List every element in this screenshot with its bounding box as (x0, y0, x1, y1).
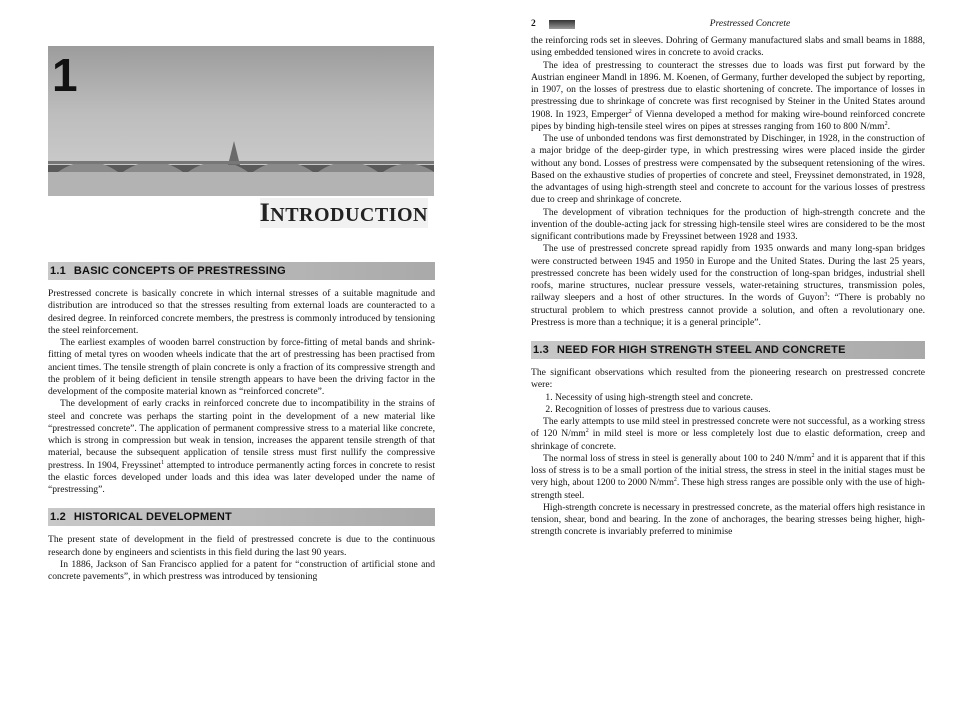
paragraph: The earliest examples of wooden barrel construction by force-fitting of metal bands and shrink-fitting of metal tyres on wooden wheels indicate that the art of prestressing has been practised from ancient times. The tensile strength of plain concrete is only a fraction of its compressive strength and the problem of it being deficient in tensile strength appears to have been the driving factor in the development of the composite material known as “reinforced concrete”. (48, 337, 435, 397)
list-item: 2. Recognition of losses of prestress due to various causes. (555, 404, 925, 416)
bridge-illustration (48, 141, 434, 196)
chapter-number: 1 (52, 49, 78, 101)
paragraph: The significant observations which resulted from the pioneering research on prestressed concrete were: (531, 367, 925, 391)
section-title: NEED FOR HIGH STRENGTH STEEL AND CONCRETE (556, 344, 846, 356)
paragraph: In 1886, Jackson of San Francisco applied for a patent for “construction of artificial stone and concrete pavements”, in which prestress was introduced by tensioning (48, 558, 435, 582)
running-title: Prestressed Concrete (709, 19, 791, 29)
paragraph: The normal loss of stress in steel is generally about 100 to 240 $N/mm^2$ and it is apparent that if this loss of stress is to be a small portion of the initial stress, the stress in steel in the initial stages must be very high, about 1200 to 2000 $N/mm^2$. These high stress ranges are possible only with the use of high-strength steel. (531, 452, 926, 501)
running-header (531, 16, 925, 32)
paragraph: The development of early cracks in reinforced concrete due to incompatibility in the strains of steel and concrete was perhaps the starting point in the development of a new material like “prestressed concrete”. The application of permanent compressive stress to a material like concrete, which is strong in compression but weak in tension, increases the apparent tensile strength of that material, because the subsequent application of tensile stress must first nullify the compressive prestress. In 1904, Freyssinet$^1$ attempted to introduce permanently acting forces in concrete to resist the elastic forces developed under loads and this idea was later developed under the name of “prestressing”. (48, 398, 435, 495)
section-heading-1-3 (531, 341, 925, 359)
paragraph: The use of prestressed concrete spread rapidly from 1935 onwards and many long-span bridges were constructed between 1945 and 1950 in Europe and the United States. During the last 25 years, prestressed concrete has been widely used for the construction of long-span bridges, industrial shell roofs, marine structures, nuclear pressure vessels, water-retaining structures, transmission poles, railway sleepers and a host of other structures. In the words of Guyon$^3$: “There is probably no structural problem to which prestress cannot provide a solution, and often a revolutionary one. Prestress is more than a technique; it is a general principle”. (531, 243, 925, 328)
section-heading-1-1 (48, 262, 435, 280)
paragraph: The early attempts to use mild steel in prestressed concrete were not successful, as a working stress of 120 $N/mm^2$ in mild steel is more or less completely lost due to elastic deformation, creep and shrinkage of concrete. (531, 416, 926, 452)
paragraph: the reinforcing rods set in sleeves. Dohring of Germany manufactured slabs and small beams in 1888, using embedded tensioned wires in concrete to avoid cracks. (531, 35, 925, 59)
paragraph: Prestressed concrete is basically concrete in which internal stresses of a suitable magnitude and distribution are introduced so that the stresses resulting from external loads are counteracted to a desired degree. In reinforced concrete members, the prestress is commonly introduced by tensioning the steel reinforcement. (48, 288, 435, 336)
section-number: 1.1 (50, 265, 66, 277)
right-page (483, 0, 965, 709)
paragraph: The present state of development in the field of prestressed concrete is due to the continuous research done by engineers and scientists in this field during the last 90 years. (48, 534, 435, 558)
chapter-title: INTRODUCTION (259, 198, 428, 227)
paragraph: The development of vibration techniques for the production of high-strength concrete and the invention of the double-acting jack for stressing high-tensile steel wires are considered to be the most significant contributions made by Freyssinet between 1928 and 1933. (531, 206, 925, 242)
section-number: 1.2 (50, 511, 66, 524)
section-title: BASIC CONCEPTS OF PRESTRESSING (73, 265, 286, 277)
section-heading-1-2 (48, 508, 435, 526)
paragraph: The idea of prestressing to counteract the stresses due to loads was first put forward by the Austrian engineer Mandl in 1896. M. Koenen, of Germany, further developed the subject by reporting, in 1907, on the losses of prestress due to elastic shortening of concrete. The importance of losses in prestressing due to shrinkage of concrete was first recognised by Steiner in the United States around 1908. In 1923, Emperger$^2$ of Vienna developed a method for making wire-bound reinforced concrete pipes by binding high-tensile steel wires on pipes at stresses ranging from 160 to 800 $N/mm^2$. (531, 59, 925, 132)
publisher-logo-icon (549, 20, 575, 29)
paragraph: High-strength concrete is necessary in prestressed concrete, as the material offers high resistance in tension, shear, bond and bearing. In the zone of anchorages, the bearing stresses being higher, high-strength concrete is invariably preferred to minimise (531, 501, 925, 538)
list-item: 1. Necessity of using high-strength steel and concrete. (555, 392, 925, 404)
paragraph: The use of unbonded tendons was first demonstrated by Dischinger, in 1928, in the construction of a major bridge of the deep-girder type, in which prestressing wires were placed inside the girder without any bond. Losses of prestress were compensated by the subsequent retensioning of the wires. Based on the exhaustive studies of properties of concrete and steel, Freyssinet demonstrated, in 1928, the advantages of using high-strength steel and concrete to account for the various losses of prestress due to creep and shrinkage of concrete. (531, 133, 925, 206)
numbered-list (531, 392, 925, 417)
page-number: 2 (531, 19, 536, 29)
section-number: 1.3 (533, 344, 549, 356)
section-title: HISTORICAL DEVELOPMENT (73, 511, 232, 524)
chapter-banner (48, 46, 434, 227)
